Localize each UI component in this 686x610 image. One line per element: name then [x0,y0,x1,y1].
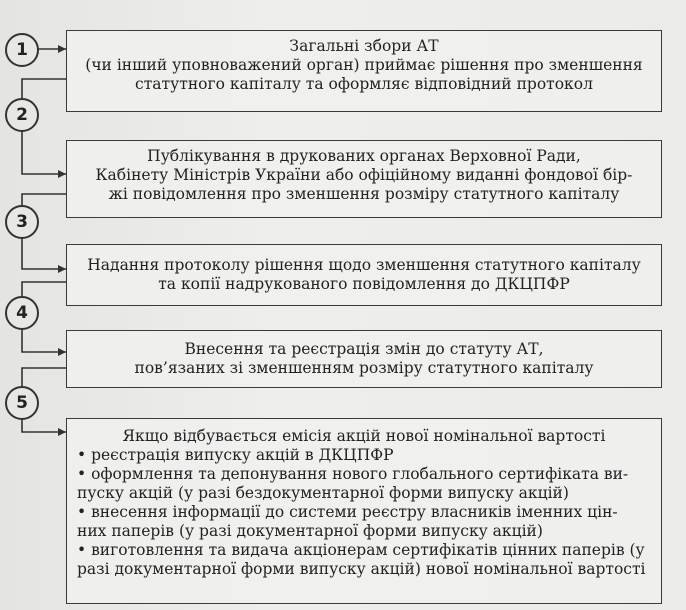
step-box-2 [66,140,662,218]
step-box-1 [66,30,662,112]
connector-circle-3-to-box-3 [22,237,66,269]
step-2-line-2: Кабінету Міністрів України або офіційному виданні фондової бір- [95,166,633,184]
step-5-bullet-4-cont: разі документарної форми випуску акцій) нової номінальної вартості [77,560,646,578]
step-3-line-1: Надання протоколу рішення щодо зменшення статутного капіталу [87,256,641,274]
step-number-3: 3 [5,205,39,239]
connector-box-1-to-circle-2 [22,79,66,98]
connector-box-4-to-circle-5 [22,368,66,386]
step-number-2: 2 [5,98,39,132]
step-5-bullet-2-cont: пуску акцій (у разі бездокументарної форми випуску акцій) [77,484,569,502]
step-5-heading: Якщо відбувається емісія акцій нової номінальної вартості [122,427,606,445]
step-3-line-2: та копії надрукованого повідомлення до ДКЦПФР [158,275,570,293]
step-5-bullet-4: • виготовлення та видача акціонерам сертифікатів цінних паперів (у [77,541,645,559]
step-box-5 [66,418,662,604]
connector-circle-4-to-box-4 [22,328,66,352]
step-4-line-2: пов’язаних зі зменшенням розміру статутного капіталу [134,359,594,377]
connector-box-2-to-circle-3 [22,194,66,205]
step-5-bullet-3-cont: них паперів (у разі документарної форми випуску акцій) [77,522,543,540]
step-number-4: 4 [5,296,39,330]
step-number-5: 5 [5,386,39,420]
step-number-1: 1 [5,33,39,67]
step-box-4 [66,330,662,388]
step-5-bullet-1: • реєстрація випуску акцій в ДКЦПФР [77,446,394,464]
step-5-bullet-3: • внесення інформації до системи реєстру власників іменних цін- [77,503,618,521]
step-1-line-1: Загальні збори АТ [289,37,439,55]
step-2-line-3: жі повідомлення про зменшення розміру статутного капіталу [108,185,620,203]
step-1-line-3: статутного капіталу та оформляє відповідний протокол [135,75,593,93]
step-2-line-1: Публікування в друкованих органах Верховної Ради, [147,147,581,165]
step-5-bullet-2: • оформлення та депонування нового глобального сертифіката ви- [77,465,629,483]
connector-box-3-to-circle-4 [22,282,66,296]
arrowhead-1 [58,45,66,53]
step-box-3 [66,244,662,306]
arrowhead-4 [58,348,66,356]
step-1-line-2: (чи інший уповноважений орган) приймає рішення про зменшення [85,56,643,74]
arrowhead-3 [58,265,66,273]
step-4-line-1: Внесення та реєстрація змін до статуту АТ, [184,340,544,358]
connector-circle-2-to-box-2 [22,130,66,174]
arrowhead-5 [58,428,66,436]
arrowhead-2 [58,170,66,178]
